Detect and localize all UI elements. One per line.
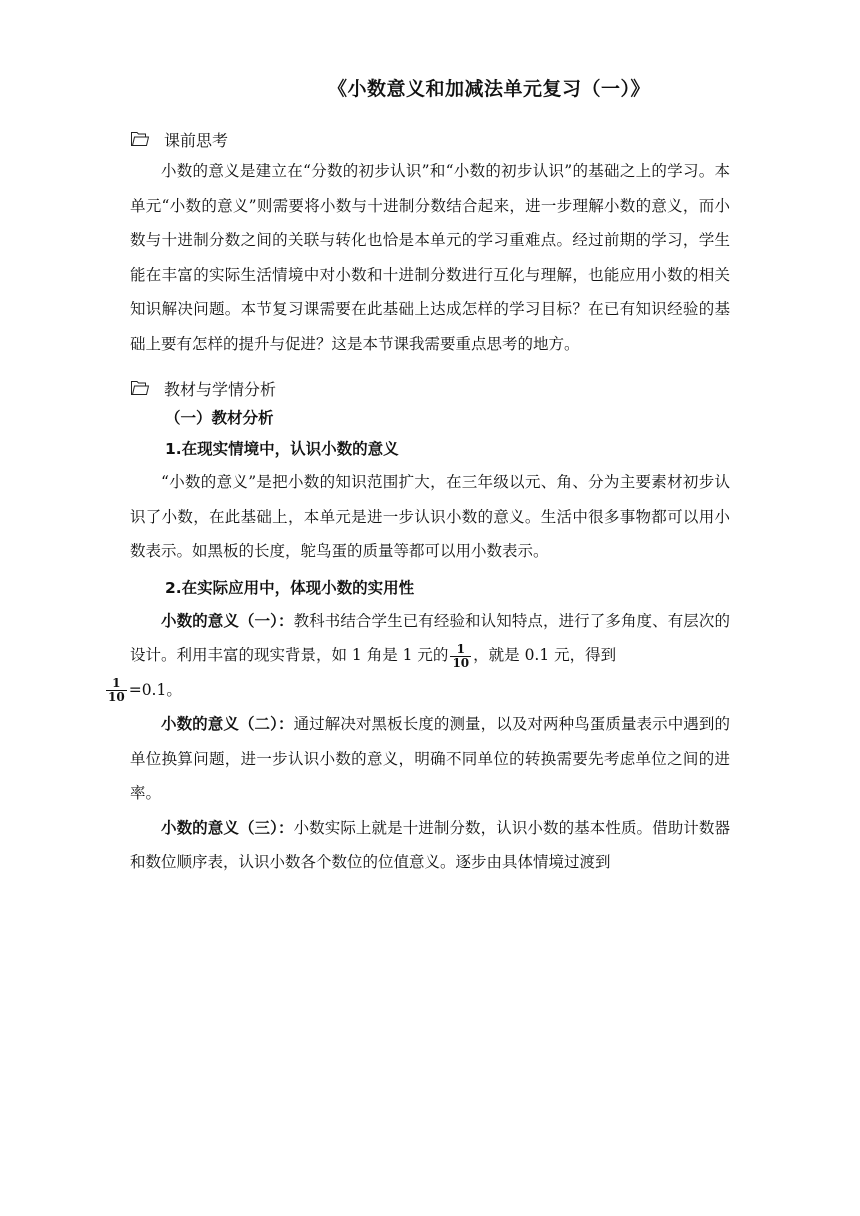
fraction-numerator: 1 — [456, 641, 465, 656]
section-heading-pre-class-thinking — [130, 124, 730, 154]
point1-title: 1.在现实情境中，认识小数的意义 — [165, 440, 399, 458]
meaning1-lead: 小数的意义（一）： — [161, 611, 294, 630]
meaning2-lead: 小数的意义（二）： — [161, 715, 294, 733]
point1-paragraph: “小数的意义”是把小数的知识范围扩大，在三年级以元、角、分为主要素材初步认识了小数，在此基础上，本单元是进一步认识小数的意义。生活中很多事物都可以用小数表示。如黑板的长度，鸵鸟蛋的质量等都可以用小数表示。 — [130, 473, 730, 560]
document-body — [108, 124, 730, 880]
document-title: 《小数意义和加减法单元复习（一）》 — [327, 78, 650, 100]
fraction-one-tenth — [450, 643, 471, 670]
point2-title: 2.在实际应用中，体现小数的实用性 — [165, 578, 415, 597]
meaning1-text-b: ，就是 0.1 元，得到 — [473, 646, 617, 664]
meaning3-lead: 小数的意义（三）： — [161, 818, 294, 837]
meaning3-paragraph — [130, 811, 730, 880]
meaning3-text: 小数实际上就是十进制分数，认识小数的基本性质。借助计数器和数位顺序表，认识小数各个数位的位值意义。逐步由具体情境过渡到 — [130, 818, 730, 871]
fraction-numerator: 1 — [112, 676, 121, 690]
pre-class-thinking-paragraph: 小数的意义是建立在“分数的初步认识”和“小数的初步认识”的基础之上的学习。本单元“小数的意义”则需要将小数与十进制分数结合起来，进一步理解小数的意义，而小数与十进制分数之间的关联与转化也恰是本单元的学习重难点。经过前期的学习，学生能在丰富的实际生活情境中对小数和十进制分数进行互化与理解，也能应用小数的相关知识解决问题。本节复习课需要在此基础上达成怎样的学习目标？在已有知识经验的基础上要有怎样的提升与促进？这是本节课我需要重点思考的地方。 — [130, 162, 730, 353]
folder-outline-icon — [130, 380, 150, 396]
meaning2-paragraph — [130, 707, 730, 811]
section-heading-label: 教材与学情分析 — [164, 379, 277, 399]
meaning2-text: 通过解决对黑板长度的测量，以及对两种鸟蛋质量表示中遇到的单位换算问题，进一步认识小数的意义，明确不同单位的转换需要先考虑单位之间的进率。 — [130, 715, 730, 802]
fraction-one-tenth — [106, 677, 127, 704]
section-heading-label: 课前思考 — [164, 130, 229, 150]
meaning1-paragraph — [108, 604, 730, 708]
fraction-denominator: 10 — [108, 690, 125, 704]
meaning1-text-a: 教科书结合学生已有经验和认知特点，进行了多角度、有层次的设计。利用丰富的现实背景，如 1 角是 1 元的 — [130, 611, 730, 664]
fraction-denominator: 10 — [452, 655, 470, 670]
meaning1-text-c: =0.1。 — [128, 680, 182, 699]
section-heading-textbook-analysis — [130, 373, 730, 403]
folder-outline-icon — [130, 131, 150, 147]
subheading-textbook-analysis: （一）教材分析 — [165, 409, 274, 427]
